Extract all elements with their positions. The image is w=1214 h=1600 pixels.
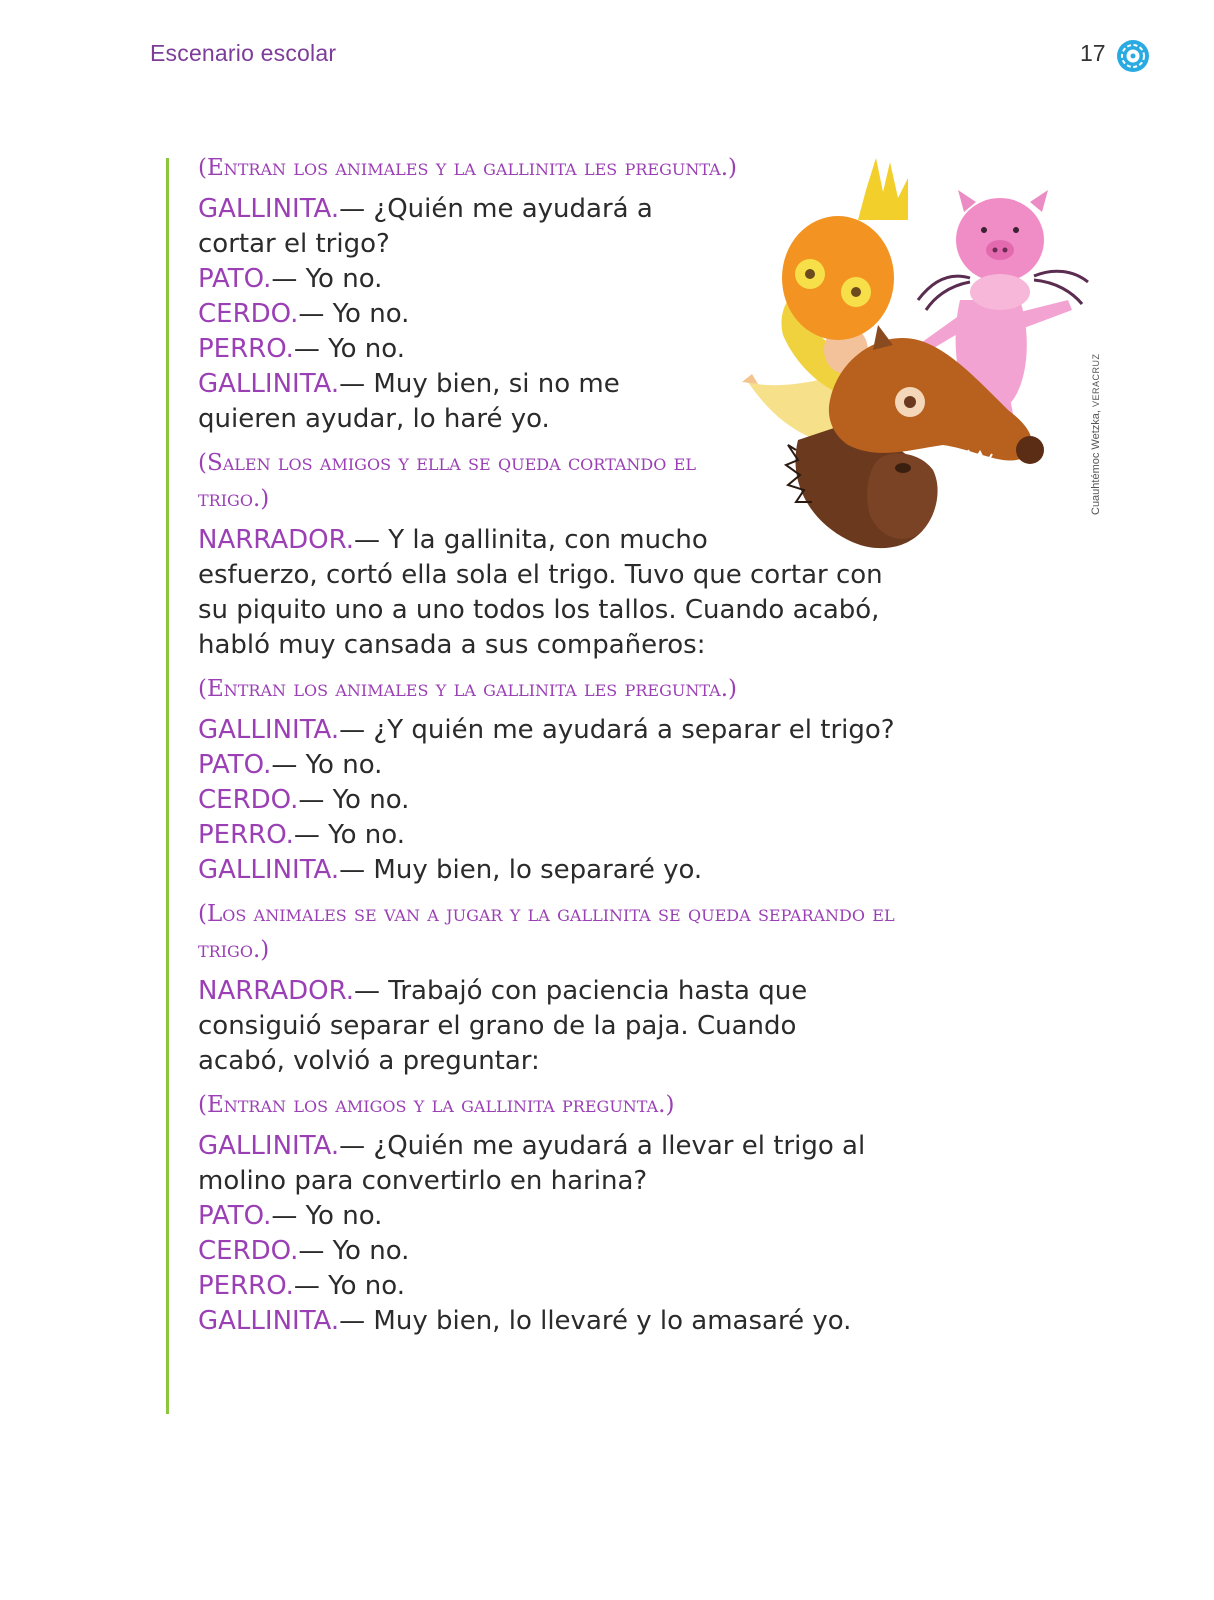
- line-text: — Yo no.: [271, 1201, 383, 1231]
- speaker-name: CERDO.: [198, 299, 299, 329]
- speaker-name: PERRO.: [198, 1271, 294, 1301]
- line-text: cortar el trigo?: [198, 229, 390, 259]
- stage-direction: (Entran los amigos y la gallinita pregunta.): [198, 1092, 675, 1118]
- line-text: — Yo no.: [298, 299, 410, 329]
- dialogue-line: [198, 593, 958, 628]
- line-text: — Yo no.: [271, 264, 383, 294]
- speaker-name: GALLINITA.: [198, 369, 340, 399]
- speaker-name: GALLINITA.: [198, 1131, 340, 1161]
- line-text: — Trabajó con paciencia hasta que: [354, 976, 808, 1006]
- line-text: — Yo no.: [271, 750, 383, 780]
- speaker-name: PERRO.: [198, 820, 294, 850]
- dialogue-line: [198, 853, 958, 888]
- dialogue-line: [198, 713, 958, 748]
- margin-rule: [166, 158, 169, 1414]
- dialogue-line: [198, 783, 958, 818]
- line-text: — Yo no.: [293, 820, 405, 850]
- line-text: su piquito uno a uno todos los tallos. Cuando acabó,: [198, 595, 880, 625]
- speaker-name: NARRADOR.: [198, 976, 354, 1006]
- dialogue-block: [198, 713, 958, 888]
- line-text: — Yo no.: [298, 785, 410, 815]
- speaker-name: GALLINITA.: [198, 1306, 340, 1336]
- line-text: acabó, volvió a preguntar:: [198, 1046, 540, 1076]
- stage-direction: (Salen los amigos y ella se queda cortando el trigo.): [198, 450, 696, 512]
- dialogue-line: [198, 1044, 958, 1079]
- dialogue-line: [198, 748, 958, 783]
- illustration-credit: Cuauhtémoc Wetzka, VERACRUZ: [1090, 353, 1102, 515]
- speaker-name: CERDO.: [198, 1236, 299, 1266]
- dialogue-line: [198, 1269, 958, 1304]
- dialogue-line: [198, 1304, 958, 1339]
- stage-direction: (Entran los animales y la gallinita les pregunta.): [198, 676, 737, 702]
- speaker-name: PATO.: [198, 1201, 272, 1231]
- dialogue-line: [198, 974, 958, 1009]
- line-text: — Yo no.: [298, 1236, 410, 1266]
- line-text: esfuerzo, cortó ella sola el trigo. Tuvo que cortar con: [198, 560, 883, 590]
- line-text: — Muy bien, lo separaré yo.: [339, 855, 703, 885]
- line-text: — Y la gallinita, con mucho: [354, 525, 708, 555]
- dialogue-line: [198, 818, 958, 853]
- speaker-name: NARRADOR.: [198, 525, 354, 555]
- speaker-name: PATO.: [198, 264, 272, 294]
- stage-direction: (Entran los animales y la gallinita les pregunta.): [198, 155, 737, 181]
- line-text: — ¿Y quién me ayudará a separar el trigo?: [339, 715, 895, 745]
- line-text: — ¿Quién me ayudará a: [339, 194, 653, 224]
- speaker-name: GALLINITA.: [198, 194, 340, 224]
- line-text: — Muy bien, lo llevaré y lo amasaré yo.: [339, 1306, 852, 1336]
- speaker-name: PERRO.: [198, 334, 294, 364]
- stage-direction: (Los animales se van a jugar y la gallinita se queda separando el trigo.): [198, 901, 895, 963]
- speaker-name: GALLINITA.: [198, 715, 340, 745]
- line-text: consiguió separar el grano de la paja. Cuando: [198, 1011, 797, 1041]
- dialogue-line: [198, 1164, 958, 1199]
- dialogue-line: [198, 1129, 958, 1164]
- speaker-name: GALLINITA.: [198, 855, 340, 885]
- line-text: quieren ayudar, lo haré yo.: [198, 404, 550, 434]
- dialogue-line: [198, 1009, 958, 1044]
- dialogue-block: [198, 974, 958, 1079]
- speaker-name: CERDO.: [198, 785, 299, 815]
- animal-masks-illustration: [738, 150, 1098, 570]
- speaker-name: PATO.: [198, 750, 272, 780]
- dialogue-block: [198, 1129, 958, 1339]
- section-title: Escenario escolar: [150, 40, 337, 66]
- dialogue-line: [198, 1199, 958, 1234]
- line-text: habló muy cansada a sus compañeros:: [198, 630, 706, 660]
- page-number: 17: [1080, 40, 1106, 66]
- flower-emblem-icon: [1115, 38, 1151, 74]
- line-text: — ¿Quién me ayudará a llevar el trigo al: [339, 1131, 866, 1161]
- line-text: molino para convertirlo en harina?: [198, 1166, 648, 1196]
- line-text: — Yo no.: [293, 1271, 405, 1301]
- line-text: — Muy bien, si no me: [339, 369, 620, 399]
- line-text: — Yo no.: [293, 334, 405, 364]
- dialogue-line: [198, 1234, 958, 1269]
- dialogue-line: [198, 628, 958, 663]
